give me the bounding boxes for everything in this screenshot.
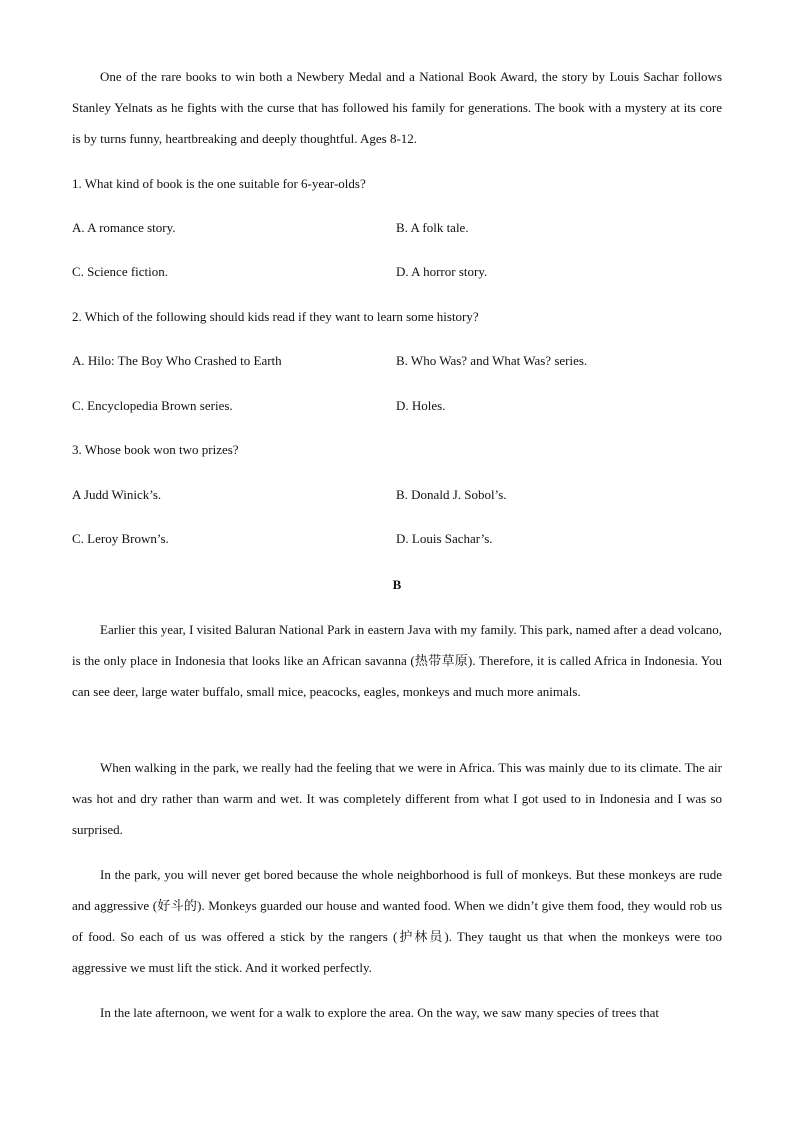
question-3-option-c: C. Leroy Brown’s. [72, 531, 169, 546]
question-1-option-b: B. A folk tale. [396, 220, 469, 235]
section-b-paragraph-1: Earlier this year, I visited Baluran National Park in eastern Java with my family. This park, named after a dead volcano, is the only place in Indonesia that looks like an African savanna (热带草原). Therefore, it is called Africa in Indonesia. You can see deer, large water buffalo, small mice, peacocks, eagles, monkeys and much more animals. [72, 622, 722, 699]
question-3-option-d: D. Louis Sachar’s. [396, 531, 493, 546]
passage-paragraph: One of the rare books to win both a Newbery Medal and a National Book Award, the story by Louis Sachar follows Stanley Yelnats as he fights with the curse that has followed his family for generations. The book with a mystery at its core is by turns funny, heartbreaking and deeply thoughtful. Ages 8-12. [72, 69, 722, 146]
question-3-option-a: A Judd Winick’s. [72, 487, 162, 502]
question-3-option-b: B. Donald J. Sobol’s. [396, 487, 507, 502]
question-2-option-a: A. Hilo: The Boy Who Crashed to Earth [72, 353, 282, 368]
section-b-paragraph-3: In the park, you will never get bored because the whole neighborhood is full of monkeys. But these monkeys are rude and aggressive (好斗的). Monkeys guarded our house and wanted food. When we didn’t give them food, they would rob us of food. So each of us was offered a stick by the rangers (护林员). They taught us that when the monkeys were too aggressive we must lift the stick. And it worked perfectly. [72, 867, 722, 975]
question-2-option-c: C. Encyclopedia Brown series. [72, 398, 233, 413]
question-2-option-d: D. Holes. [396, 398, 446, 413]
question-1-option-d: D. A horror story. [396, 264, 488, 279]
question-1-option-c: C. Science fiction. [72, 264, 169, 279]
section-b-paragraph-2: When walking in the park, we really had the feeling that we were in Africa. This was mainly due to its climate. The air was hot and dry rather than warm and wet. It was completely different from what I got used to in Indonesia and I was so surprised. [72, 760, 722, 837]
question-2-stem: 2. Which of the following should kids read if they want to learn some history? [72, 309, 479, 324]
section-b-paragraph-4: In the late afternoon, we went for a walk to explore the area. On the way, we saw many species of trees that [100, 1005, 660, 1020]
question-1-option-a: A. A romance story. [72, 220, 176, 235]
section-heading: B [392, 577, 402, 592]
question-2-option-b: B. Who Was? and What Was? series. [396, 353, 588, 368]
question-3-stem: 3. Whose book won two prizes? [72, 442, 239, 457]
question-1-stem: 1. What kind of book is the one suitable for 6-year-olds? [72, 176, 366, 191]
